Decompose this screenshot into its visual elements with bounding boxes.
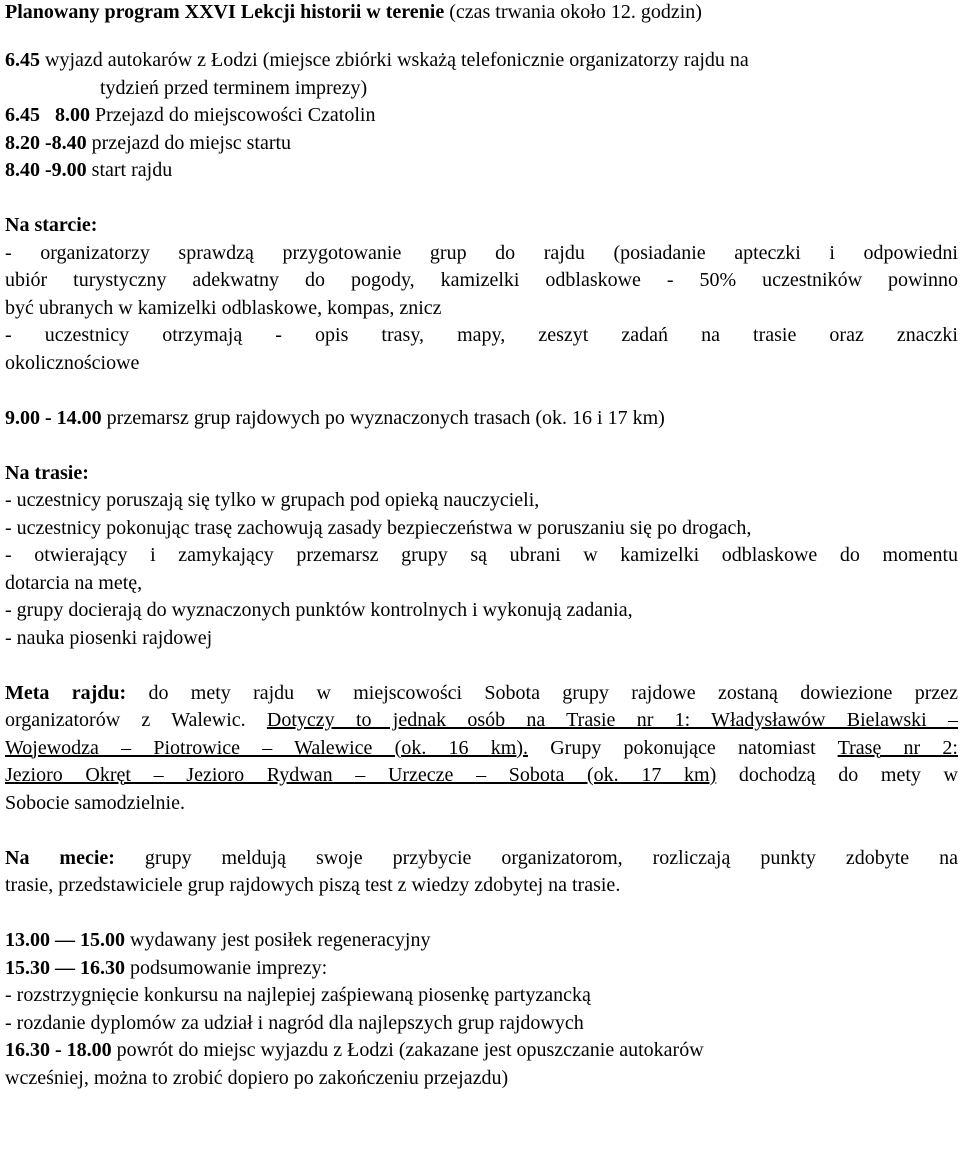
schedule-time: 6.45 8.00 — [5, 104, 90, 126]
finish-line — [5, 680, 958, 708]
paragraph-line: dotarcia na metę, — [5, 571, 143, 594]
schedule-time: 6.45 — [5, 49, 40, 71]
schedule-time: 8.40 -9.00 — [5, 159, 87, 181]
spacer — [5, 652, 958, 680]
at-finish-line — [5, 845, 958, 873]
schedule-item — [5, 47, 958, 75]
spacer — [5, 432, 958, 460]
heading-text: Meta rajdu: — [5, 681, 127, 704]
at-finish-line: trasie, przedstawiciele grup rajdowych piszą test z wiedzy zdobytej na trasie. — [5, 874, 621, 896]
paragraph-line: - uczestnicy pokonując trasę zachowują zasady bezpieczeństwa w poruszaniu się po drogach, — [5, 516, 752, 539]
spacer — [5, 25, 958, 47]
schedule-text: podsumowanie imprezy: — [125, 956, 328, 979]
title-bold: Planowany program XXVI Lekcji historii w terenie — [5, 1, 445, 23]
underlined-text: Trasę nr 2: — [837, 736, 958, 759]
title-rest: (czas trwania około 12. godzin) — [444, 1, 702, 23]
closing-item: - rozstrzygnięcie konkursu na najlepiej zaśpiewaną piosenkę partyzancką — [5, 984, 591, 1006]
heading-text: Na trasie: — [5, 461, 89, 484]
paragraph-line: - organizatorzy sprawdzą przygotowanie grup do rajdu (posiadanie apteczki i odpowiedni — [5, 241, 958, 264]
finish-line — [5, 707, 958, 735]
paragraph-line: - nauka piosenki rajdowej — [5, 626, 213, 649]
schedule-text: Przejazd do miejscowości Czatolin — [90, 104, 376, 126]
closing-item — [5, 955, 958, 983]
closing-item — [5, 1037, 958, 1065]
schedule-text: przemarsz grup rajdowych po wyznaczonych trasach (ok. 16 i 17 km) — [101, 406, 665, 429]
heading-text: Na starcie: — [5, 214, 98, 236]
underlined-text: Dotyczy to jednak osób na Trasie nr 1: Władysławów Bielawski – — [266, 709, 959, 731]
paragraph-text: Grupy pokonujące natomiast — [528, 736, 838, 759]
section-heading-start — [5, 212, 958, 240]
paragraph-line: ubiór turystyczny adekwatny do pogody, kamizelki odblaskowe - 50% uczestników powinno — [5, 269, 958, 291]
schedule-item — [5, 130, 958, 158]
schedule-time: 16.30 - 18.00 — [5, 1039, 112, 1061]
paragraph-line: okolicznościowe — [5, 351, 140, 374]
finish-line — [5, 762, 958, 790]
schedule-text: wydawany jest posiłek regeneracyjny — [125, 929, 431, 951]
schedule-time: 15.30 — 16.30 — [5, 956, 125, 979]
schedule-text: wyjazd autokarów z Łodzi (miejsce zbiórki wskażą telefonicznie organizatorzy rajdu na — [40, 49, 749, 71]
schedule-text: start rajdu — [86, 159, 173, 181]
spacer — [5, 185, 958, 213]
schedule-text: tydzień przed terminem imprezy) — [100, 76, 368, 99]
schedule-time: 9.00 - 14.00 — [5, 406, 102, 429]
section-heading-route — [5, 460, 958, 488]
schedule-time: 13.00 — 15.00 — [5, 929, 125, 951]
finish-line: Sobocie samodzielnie. — [5, 791, 185, 814]
schedule-item-continuation — [5, 75, 958, 103]
heading-text: Na mecie: — [5, 846, 115, 869]
closing-item — [5, 927, 958, 955]
schedule-item — [5, 157, 958, 185]
schedule-item — [5, 102, 958, 130]
schedule-text: przejazd do miejsc startu — [86, 131, 292, 154]
paragraph-line: - otwierający i zamykający przemarsz grupy są ubrani w kamizelki odblaskowe do momentu — [5, 544, 958, 566]
paragraph-text: do mety rajdu w miejscowości Sobota grupy rajdowe zostaną dowiezione przez — [126, 681, 958, 704]
schedule-text: powrót do miejsc wyjazdu z Łodzi (zakazane jest opuszczanie autokarów — [111, 1039, 704, 1061]
document-title — [5, 0, 958, 25]
spacer — [5, 817, 958, 845]
spacer — [5, 900, 958, 928]
finish-line — [5, 735, 958, 763]
march-line — [5, 405, 958, 433]
paragraph-line: być ubranych w kamizelki odblaskowe, kompas, znicz — [5, 296, 442, 319]
paragraph-line: - grupy docierają do wyznaczonych punktów kontrolnych i wykonują zadania, — [5, 599, 633, 621]
paragraph-text: dochodzą do mety w — [716, 764, 958, 786]
underlined-text: Wojewodza – Piotrowice – Walewice (ok. 16 km). — [5, 736, 528, 759]
spacer — [5, 377, 958, 405]
paragraph-text: grupy meldują swoje przybycie organizatorom, rozliczają punkty zdobyte na — [114, 846, 959, 869]
underlined-text: Jezioro Okręt – Jezioro Rydwan – Urzecze – Sobota (ok. 17 km) — [5, 764, 717, 786]
schedule-time: 8.20 -8.40 — [5, 131, 87, 154]
closing-item: wcześniej, można to zrobić dopiero po zakończeniu przejazdu) — [5, 1066, 509, 1089]
paragraph-text: organizatorów z Walewic. — [5, 709, 267, 731]
paragraph-line: - uczestnicy poruszają się tylko w grupach pod opieką nauczycieli, — [5, 489, 540, 511]
paragraph-line: - uczestnicy otrzymają - opis trasy, mapy, zeszyt zadań na trasie oraz znaczki — [5, 324, 958, 346]
closing-item: - rozdanie dyplomów za udział i nagród dla najlepszych grup rajdowych — [5, 1011, 584, 1034]
